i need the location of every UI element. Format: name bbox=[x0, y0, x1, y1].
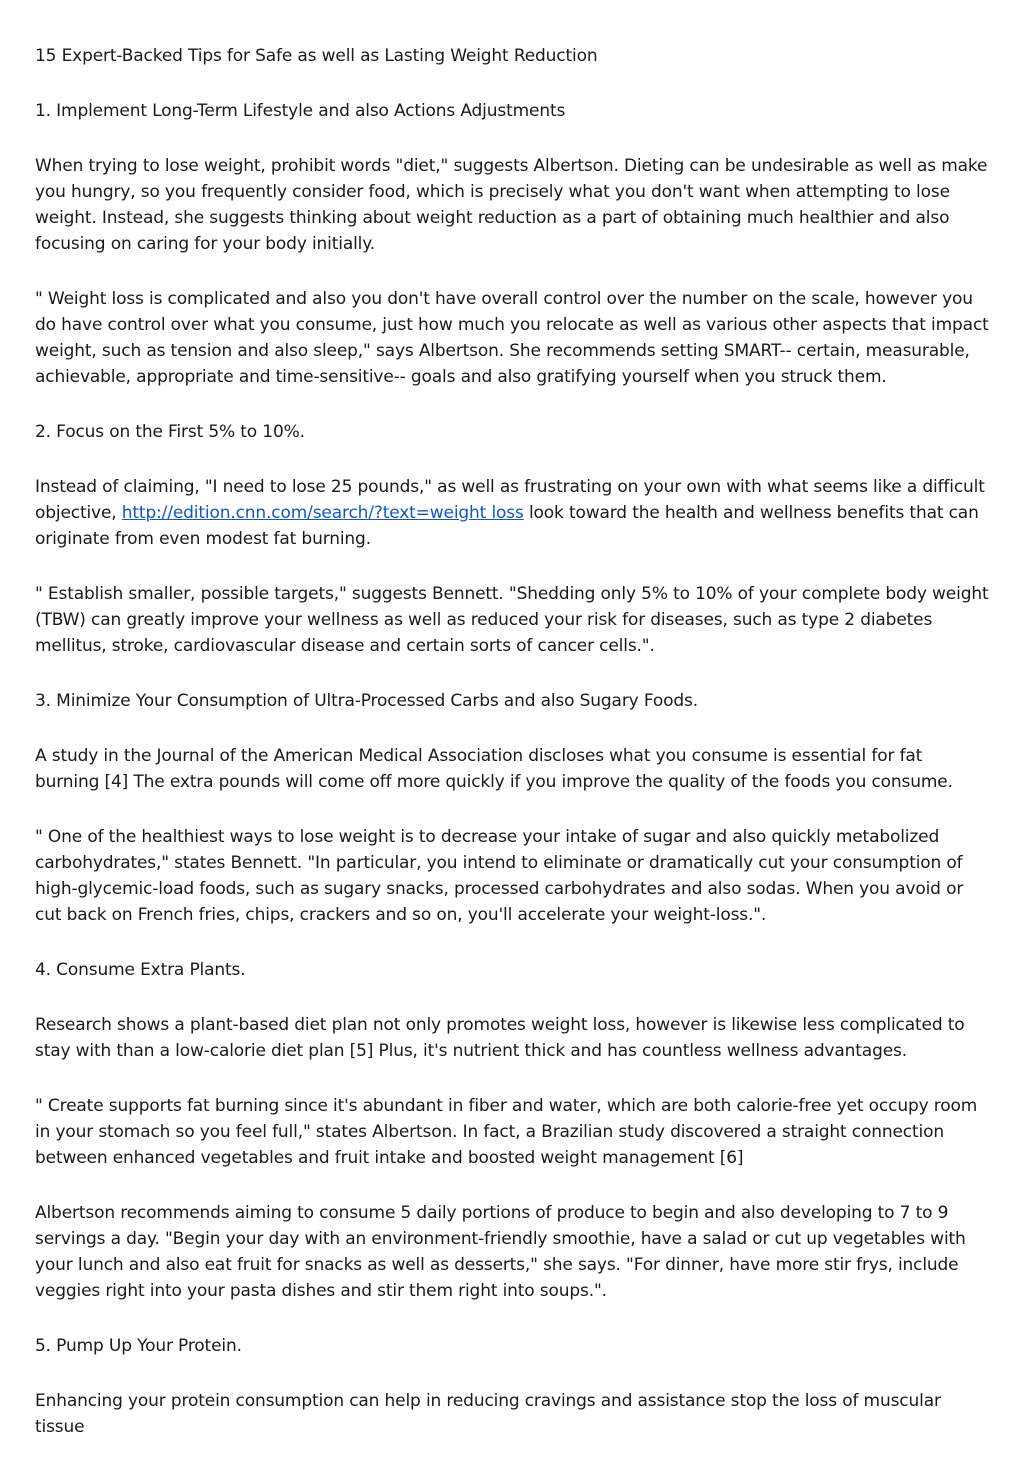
document-title: 15 Expert-Backed Tips for Safe as well as Lasting Weight Reduction bbox=[35, 46, 598, 66]
section-heading-1: 1. Implement Long-Term Lifestyle and also Actions Adjustments bbox=[35, 101, 566, 121]
paragraph-7: Research shows a plant-based diet plan not only promotes weight loss, however is likewise less complicated to stay with than a low-calorie diet plan [5] Plus, it's nutrient thick and has countless wellness advantages. bbox=[35, 1015, 965, 1061]
paragraph-10: Enhancing your protein consumption can help in reducing cravings and assistance stop the loss of muscular tissue bbox=[35, 1391, 941, 1437]
paragraph-3 bbox=[35, 474, 990, 552]
document-body bbox=[35, 43, 990, 1469]
paragraph-4: " Establish smaller, possible targets," suggests Bennett. "Shedding only 5% to 10% of your complete body weight (TBW) can greatly improve your wellness as well as reduced your risk for diseases, such as type 2 diabetes mellitus, stroke, cardiovascular disease and certain sorts of cancer cells.". bbox=[35, 584, 989, 656]
paragraph-1: When trying to lose weight, prohibit words "diet," suggests Albertson. Dieting can be undesirable as well as make you hungry, so you frequently consider food, which is precisely what you don't want when attempting to lose weight. Instead, she suggests thinking about weight reduction as a part of obtaining much healthier and also focusing on caring for your body initially. bbox=[35, 156, 988, 254]
paragraph-8: " Create supports fat burning since it's abundant in fiber and water, which are both calorie-free yet occupy room in your stomach so you feel full," states Albertson. In fact, a Brazilian study discovered a straight connection between enhanced vegetables and fruit intake and boosted weight management [6] bbox=[35, 1096, 978, 1168]
paragraph-2: " Weight loss is complicated and also you don't have overall control over the number on the scale, however you do have control over what you consume, just how much you relocate as well as various other aspects that impact weight, such as tension and also sleep," says Albertson. She recommends setting SMART-- certain, measurable, achievable, appropriate and time-sensitive-- goals and also gratifying yourself when you struck them. bbox=[35, 289, 989, 387]
paragraph-9: Albertson recommends aiming to consume 5 daily portions of produce to begin and also developing to 7 to 9 servings a day. "Begin your day with an environment-friendly smoothie, have a salad or cut up vegetables with your lunch and also eat fruit for snacks as well as desserts," she says. "For dinner, have more stir frys, include veggies right into your pasta dishes and stir them right into soups.". bbox=[35, 1203, 966, 1301]
section-heading-4: 4. Consume Extra Plants. bbox=[35, 960, 246, 980]
section-heading-5: 5. Pump Up Your Protein. bbox=[35, 1336, 242, 1356]
paragraph-5: A study in the Journal of the American Medical Association discloses what you consume is essential for fat burning [4] The extra pounds will come off more quickly if you improve the quality of the foods you consume. bbox=[35, 746, 953, 792]
paragraph-3-text-after: look toward the health and wellness benefits that can originate from even modest fat burning. bbox=[35, 503, 979, 549]
paragraph-3-text-before: Instead of claiming, "I need to lose 25 pounds," as well as frustrating on your own with what seems like a difficult objective, bbox=[35, 477, 985, 523]
cnn-search-link[interactable]: http://edition.cnn.com/search/?text=weight loss bbox=[121, 503, 524, 523]
paragraph-6: " One of the healthiest ways to lose weight is to decrease your intake of sugar and also quickly metabolized carbohydrates," states Bennett. "In particular, you intend to eliminate or dramatically cut your consumption of high-glycemic-load foods, such as sugary snacks, processed carbohydrates and also sodas. When you avoid or cut back on French fries, chips, crackers and so on, you'll accelerate your weight-loss.". bbox=[35, 827, 964, 925]
section-heading-2: 2. Focus on the First 5% to 10%. bbox=[35, 422, 305, 442]
section-heading-3: 3. Minimize Your Consumption of Ultra-Processed Carbs and also Sugary Foods. bbox=[35, 691, 698, 711]
